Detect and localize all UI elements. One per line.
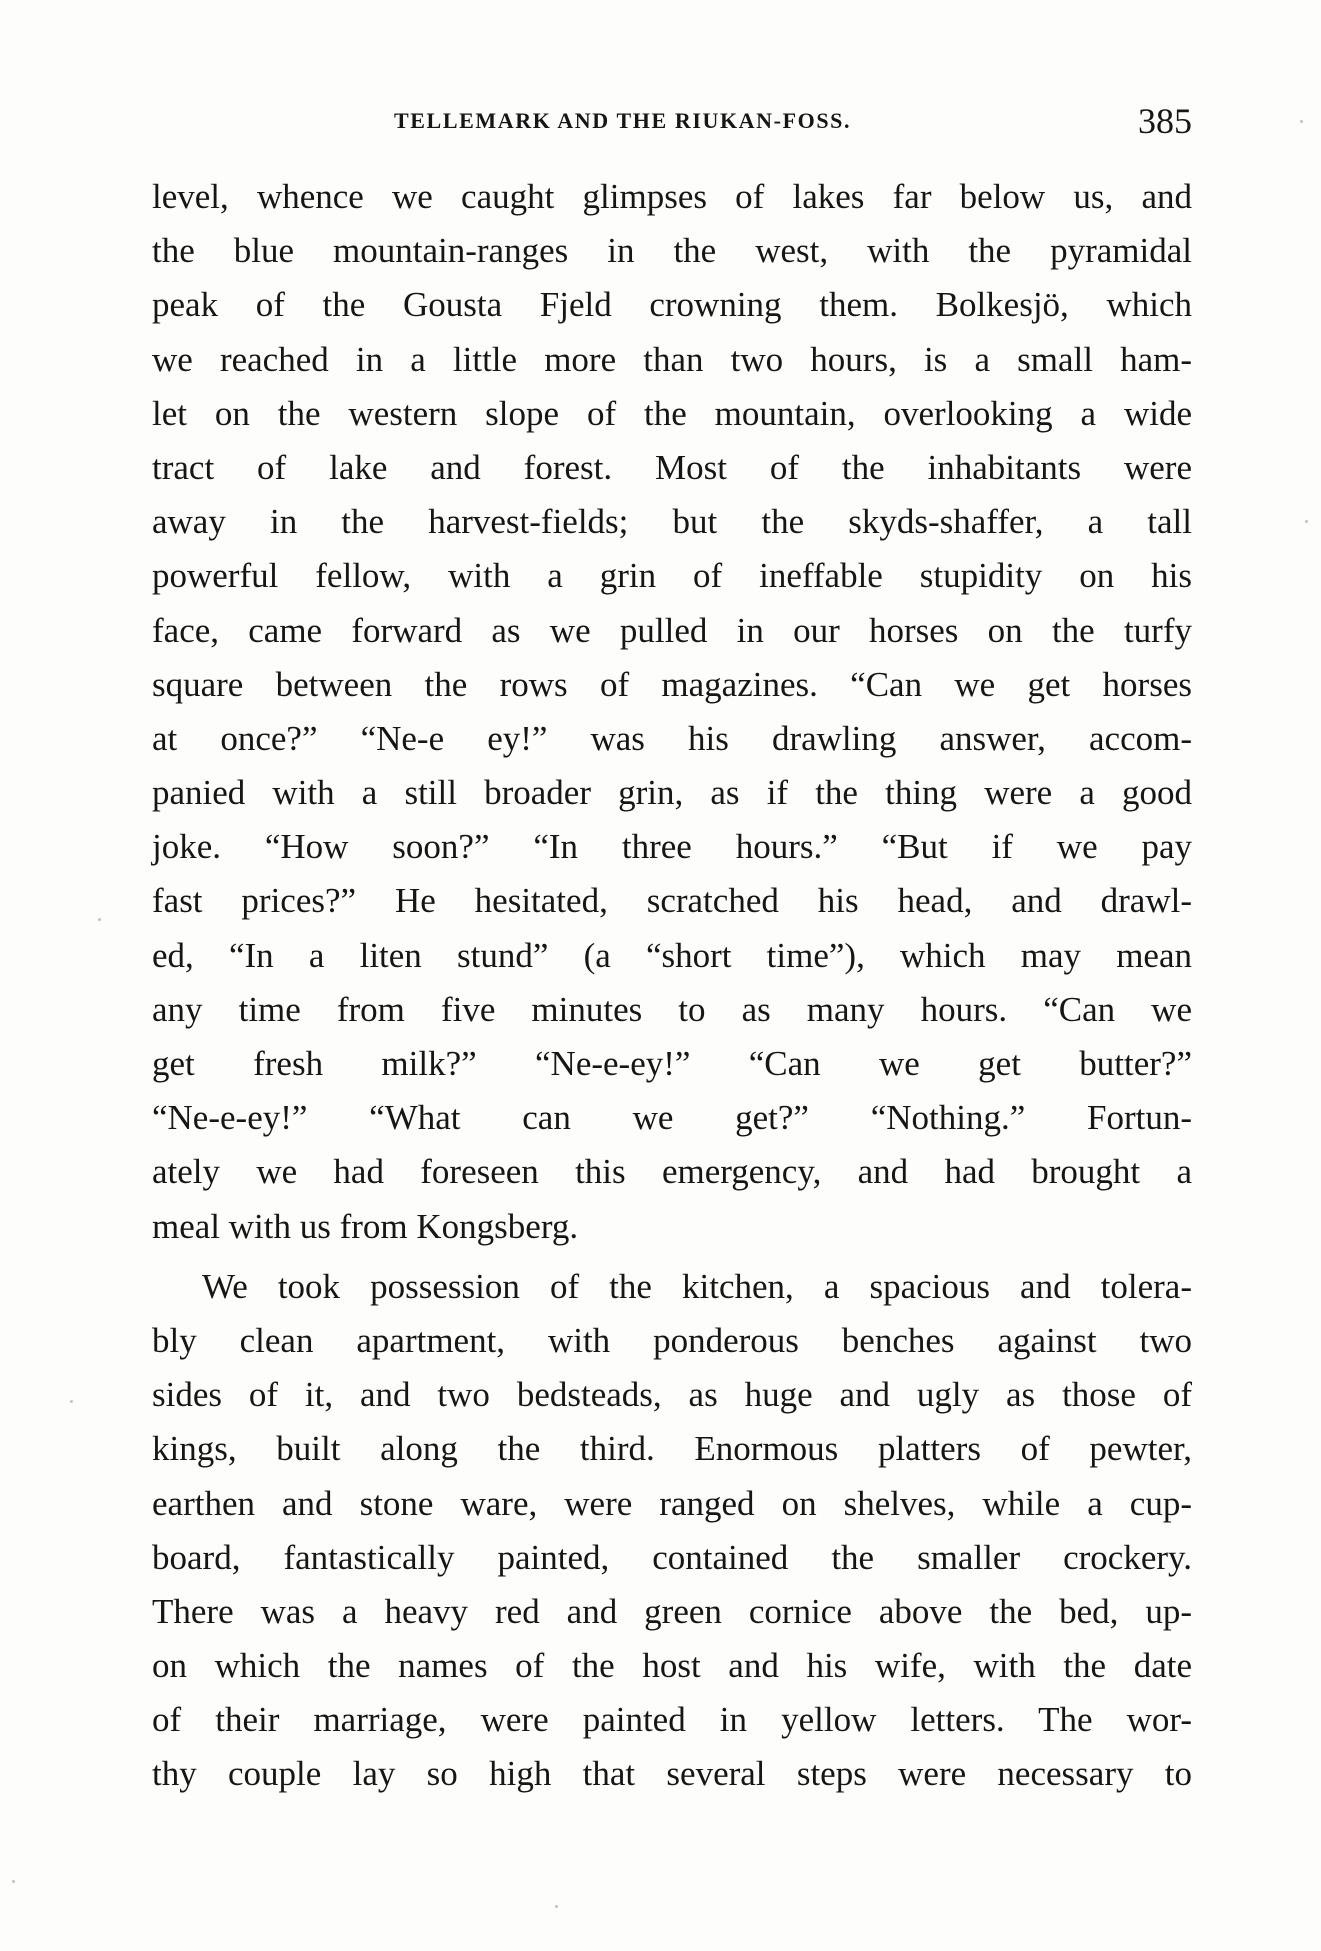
text-line: There was a heavy red and green cornice above the bed, up- [152, 1591, 1192, 1631]
text-line: sides of it, and two bedsteads, as huge and ugly as those of [152, 1375, 1192, 1415]
text-line: kings, built along the third. Enormous platters of pewter, [152, 1429, 1192, 1469]
text-line: at once?” “Ne-e ey!” was his drawling answer, accom- [152, 718, 1192, 758]
text-line: ately we had foreseen this emergency, and had brought a [152, 1152, 1192, 1192]
text-line: the blue mountain-ranges in the west, with the pyramidal [152, 231, 1192, 271]
text-line: panied with a still broader grin, as if the thing were a good [152, 773, 1192, 813]
text-line: peak of the Gousta Fjeld crowning them. Bolkesjö, which [152, 285, 1192, 325]
text-line: we reached in a little more than two hours, is a small ham- [152, 339, 1192, 379]
scan-speck [12, 1880, 15, 1883]
text-line: let on the western slope of the mountain, overlooking a wide [152, 393, 1192, 433]
text-line: earthen and stone ware, were ranged on shelves, while a cup- [152, 1483, 1192, 1523]
text-line: on which the names of the host and his wife, with the date [152, 1646, 1192, 1686]
text-line: get fresh milk?” “Ne-e-ey!” “Can we get butter?” [152, 1044, 1192, 1083]
text-line: level, whence we caught glimpses of lakes far below us, and [152, 177, 1192, 216]
scan-speck [98, 918, 101, 921]
text-line: thy couple lay so high that several steps were necessary to [152, 1754, 1192, 1794]
body-text [152, 170, 1192, 1802]
text-line: joke. “How soon?” “In three hours.” “But if we pay [152, 827, 1192, 867]
running-title: TELLEMARK AND THE RIUKAN-FOSS. [394, 108, 852, 133]
text-line: away in the harvest-fields; but the skyds-shaffer, a tall [152, 502, 1192, 542]
text-line: ed, “In a liten stund” (a “short time”), which may mean [152, 935, 1192, 975]
text-line: bly clean apartment, with ponderous benches against two [152, 1320, 1192, 1360]
page-number: 385 [1138, 101, 1192, 141]
text-line: “Ne-e-ey!” “What can we get?” “Nothing.” Fortun- [152, 1098, 1192, 1138]
scan-speck [1305, 520, 1308, 523]
text-line: tract of lake and forest. Most of the inhabitants were [152, 447, 1192, 487]
text-line: of their marriage, were painted in yellow letters. The wor- [152, 1700, 1192, 1740]
text-line: any time from five minutes to as many hours. “Can we [152, 989, 1192, 1029]
scan-speck [1300, 120, 1303, 123]
text-line: powerful fellow, with a grin of ineffable stupidity on his [152, 556, 1192, 596]
text-line: We took possession of the kitchen, a spacious and tolera- [202, 1266, 1192, 1306]
text-line: fast prices?” He hesitated, scratched his head, and drawl- [152, 881, 1192, 921]
text-line: square between the rows of magazines. “Can we get horses [152, 664, 1192, 704]
scan-speck [70, 1400, 73, 1403]
scan-speck [555, 1905, 558, 1908]
running-head [152, 100, 1192, 150]
text-line: face, came forward as we pulled in our horses on the turfy [152, 610, 1192, 650]
text-line: board, fantastically painted, contained the smaller crockery. [152, 1537, 1192, 1577]
text-line: meal with us from Kongsberg. [152, 1206, 579, 1246]
